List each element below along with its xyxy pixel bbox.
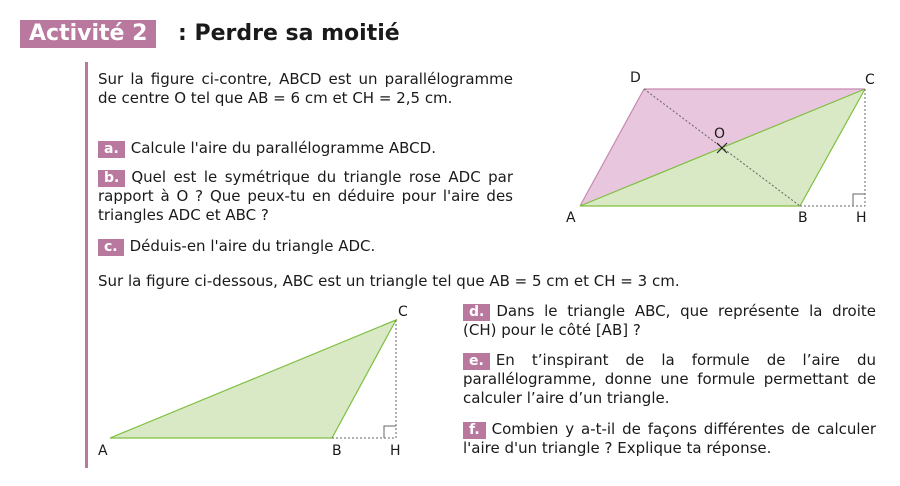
intro-paragraph-1: Sur la figure ci-contre, ABCD est un parallélogramme de centre O tel que AB = 6 cm et CH = 2,5 cm. [98, 70, 513, 107]
left-accent-bar [85, 62, 88, 468]
question-d [463, 302, 876, 340]
question-e [463, 351, 876, 408]
question-label-e: e. [463, 353, 490, 370]
question-label-d: d. [463, 304, 490, 321]
question-label-a: a. [98, 141, 125, 158]
activity-title: : Perdre sa moitié [178, 21, 400, 46]
question-text-d: Dans le triangle ABC, que représente la droite (CH) pour le côté [AB] ? [463, 302, 876, 339]
question-text-c: Déduis-en l'aire du triangle ADC. [129, 237, 376, 255]
question-label-f: f. [463, 422, 486, 439]
label-a: A [566, 210, 576, 226]
right-angle-mark [853, 194, 865, 206]
triangle-figure [92, 298, 422, 463]
label-a-2: A [98, 443, 108, 459]
question-text-f: Combien y a-t-il de façons différentes de calculer l'aire d'un triangle ? Explique ta réponse. [463, 420, 876, 457]
question-a [98, 139, 513, 158]
intro-paragraph-2: Sur la figure ci-dessous, ABC est un triangle tel que AB = 5 cm et CH = 3 cm. [98, 272, 680, 290]
label-h-2: H [390, 443, 401, 459]
question-b [98, 168, 513, 225]
question-label-c: c. [98, 239, 124, 256]
question-c [98, 237, 513, 256]
label-c: C [865, 72, 875, 88]
triangle-abc [110, 320, 396, 438]
label-b-2: B [332, 443, 342, 459]
question-text-e: En t’inspirant de la formule de l’aire du parallélogramme, donne une formule permettant de calculer l’aire d’un triangle. [463, 351, 876, 407]
label-d: D [630, 70, 641, 86]
label-h: H [856, 210, 867, 226]
label-c-2: C [398, 304, 408, 320]
question-text-b: Quel est le symétrique du triangle rose ADC par rapport à O ? Que peux-tu en déduire pour l'aire des triangles ADC et ABC ? [98, 168, 513, 224]
right-angle-mark-2 [384, 426, 396, 438]
question-f [463, 420, 876, 458]
parallelogram-figure [560, 68, 890, 230]
question-text-a: Calcule l'aire du parallélogramme ABCD. [130, 139, 436, 157]
label-o: O [714, 126, 726, 142]
label-b: B [798, 210, 808, 226]
activity-badge: Activité 2 [20, 20, 156, 48]
question-label-b: b. [98, 170, 125, 187]
